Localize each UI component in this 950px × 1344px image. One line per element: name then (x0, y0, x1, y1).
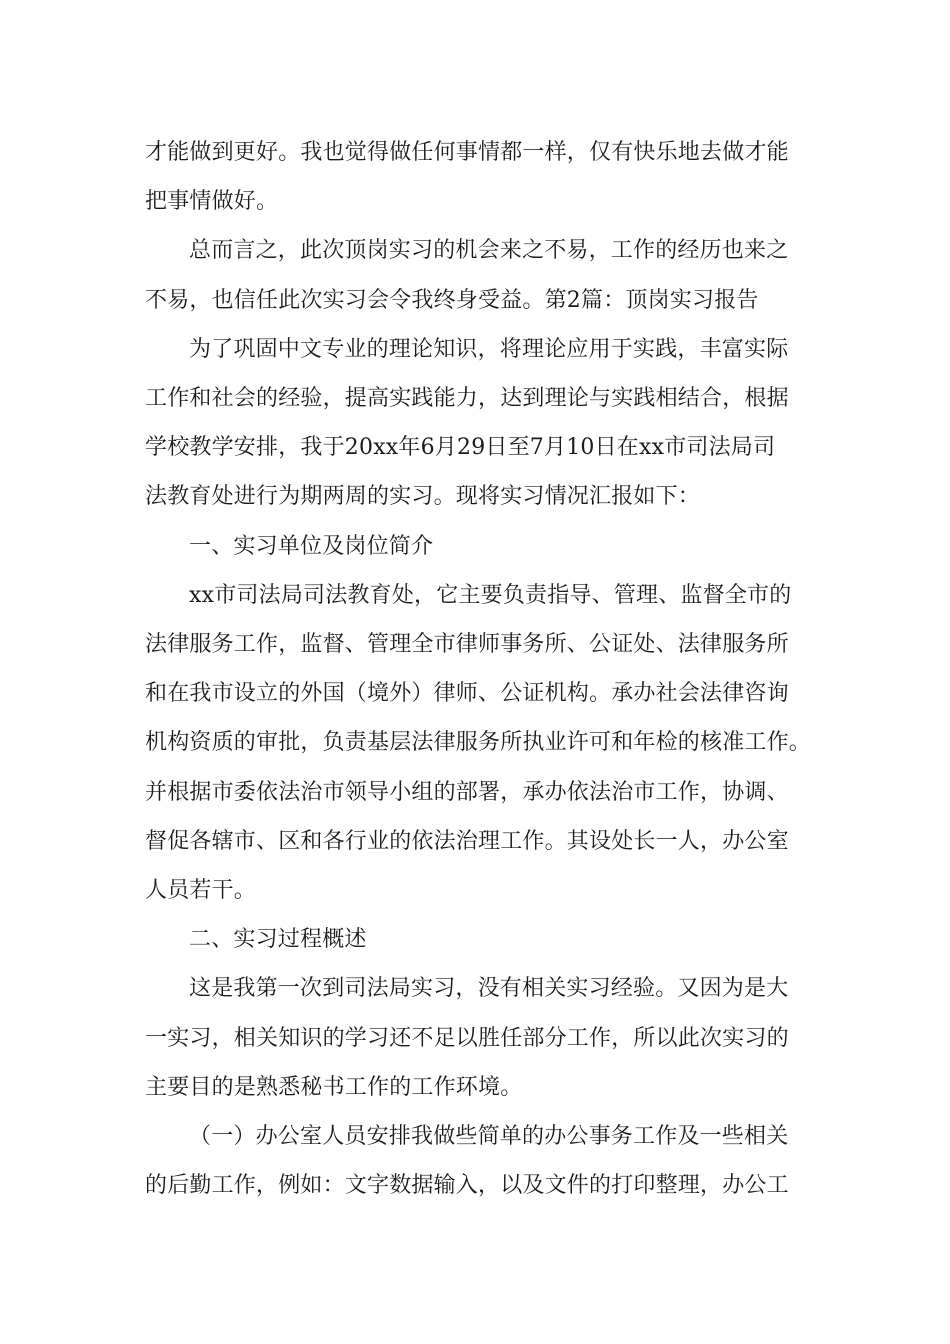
text-line: 法教育处进行为期两周的实习。现将实习情况汇报如下： (145, 484, 701, 510)
text-line: 不易，也信任此次实习会令我终身受益。第2篇：顶岗实习报告 (145, 287, 759, 313)
paragraph (145, 915, 815, 964)
text-line: 工作和社会的经验，提高实践能力，达到理论与实践相结合，根据 (145, 386, 789, 412)
text-line: 总而言之，此次顶岗实习的机会来之不易，工作的经历也来之 (189, 238, 789, 264)
paragraph (145, 964, 815, 1112)
text-line: 人员若干。 (145, 878, 257, 904)
text-line: 一实习，相关知识的学习还不足以胜任部分工作，所以此次实习的 (145, 1025, 789, 1051)
text-line: 把事情做好。 (145, 189, 279, 215)
text-line: 二、实习过程概述 (189, 927, 367, 953)
text-line: 督促各辖市、区和各行业的依法治理工作。其设处长一人，办公室 (145, 828, 789, 854)
paragraph (145, 325, 815, 522)
text-line: 机构资质的审批，负责基层法律服务所执业许可和年检的核准工作。 (145, 730, 812, 756)
paragraph (145, 522, 815, 571)
document-body (145, 128, 815, 1210)
text-line: （一）办公室人员安排我做些简单的办公事务工作及一些相关 (189, 1124, 789, 1150)
text-line: 一、实习单位及岗位简介 (189, 533, 434, 559)
paragraph (145, 226, 815, 324)
text-line: 和在我市设立的外国（境外）律师、公证机构。承办社会法律咨询 (145, 681, 789, 707)
text-line: 学校教学安排，我于20xx年6月29日至7月10日在xx市司法局司 (145, 435, 776, 461)
text-line: 的后勤工作，例如：文字数据输入，以及文件的打印整理，办公工 (145, 1173, 789, 1199)
text-line: 这是我第一次到司法局实习，没有相关实习经验。又因为是大 (189, 976, 789, 1002)
text-line: 为了巩固中文专业的理论知识，将理论应用于实践，丰富实际 (189, 336, 789, 362)
paragraph (145, 128, 815, 226)
text-line: 主要目的是熟悉秘书工作的工作环境。 (145, 1074, 523, 1100)
text-line: xx市司法局司法教育处，它主要负责指导、管理、监督全市的 (189, 582, 792, 608)
text-line: 才能做到更好。我也觉得做任何事情都一样，仅有快乐地去做才能 (145, 140, 789, 165)
text-line: 并根据市委依法治市领导小组的部署，承办依法治市工作，协调、 (145, 779, 789, 805)
paragraph (145, 1112, 815, 1210)
text-line: 法律服务工作，监督、管理全市律师事务所、公证处、法律服务所 (145, 632, 789, 658)
paragraph (145, 571, 815, 915)
